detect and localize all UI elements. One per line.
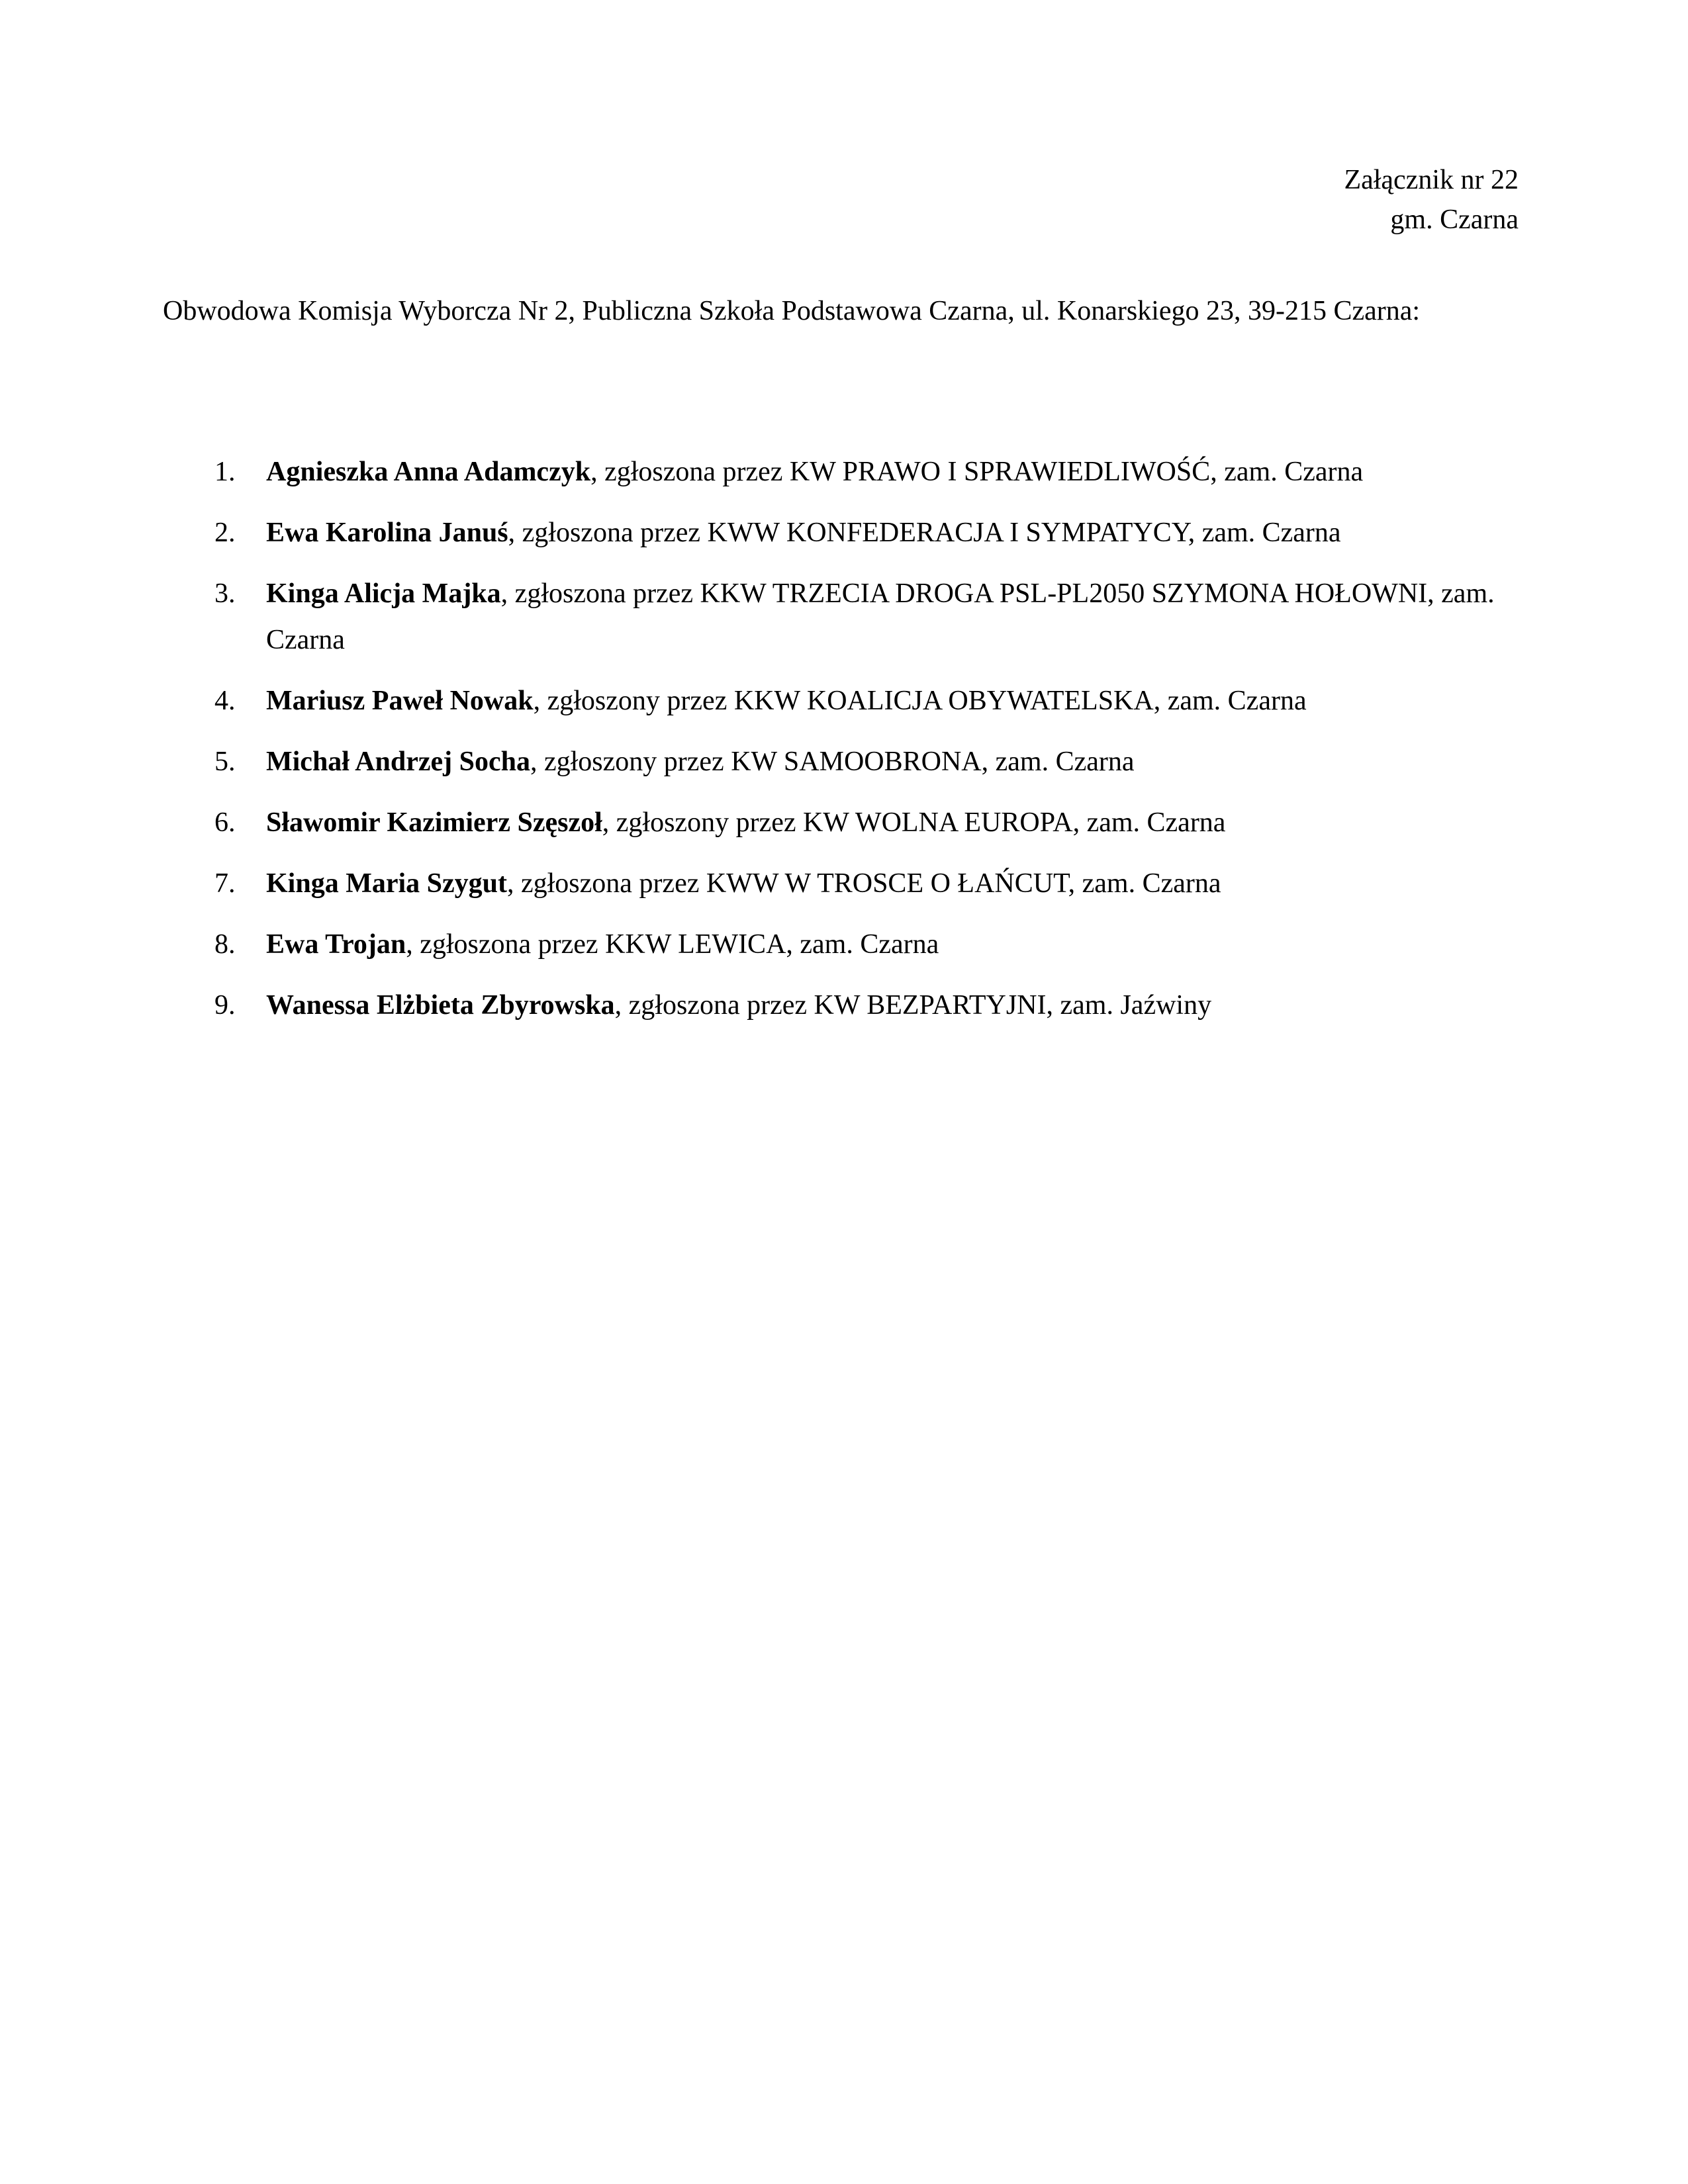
member-name: Ewa Trojan [266,929,406,960]
member-name: Mariusz Paweł Nowak [266,686,534,716]
item-number: 3. [214,578,236,609]
member-list [163,449,1540,1043]
member-details: , zgłoszona przez KW BEZPARTYJNI, zam. Jaźwiny [614,990,1212,1021]
municipality-label: gm. Czarna [1390,205,1519,235]
member-name: Kinga Alicja Majka [266,578,501,609]
item-number: 5. [214,747,236,777]
list-item [163,510,1540,556]
list-item [163,860,1540,907]
attachment-header [1344,160,1519,240]
member-details: , zgłoszona przez KKW TRZECIA DROGA PSL-PL2050 SZYMONA HOŁOWNI, zam. Czarna [266,578,1495,655]
member-details: , zgłoszona przez KW PRAWO I SPRAWIEDLIWOŚĆ, zam. Czarna [590,457,1364,487]
attachment-number: Załącznik nr 22 [1344,165,1519,195]
item-number: 2. [214,518,236,548]
list-item [163,799,1540,846]
member-details: , zgłoszona przez KKW LEWICA, zam. Czarna [406,929,939,960]
item-number: 4. [214,686,236,716]
member-details: , zgłoszony przez KW SAMOOBRONA, zam. Czarna [530,747,1135,777]
item-number: 6. [214,807,236,838]
member-name: Michał Andrzej Socha [266,747,530,777]
member-name: Wanessa Elżbieta Zbyrowska [266,990,615,1021]
member-details: , zgłoszony przez KW WOLNA EUROPA, zam. Czarna [602,807,1226,838]
commission-description: Obwodowa Komisja Wyborcza Nr 2, Publiczna Szkoła Podstawowa Czarna, ul. Konarskiego 23, 39-215 Czarna: [163,296,1421,326]
item-number: 1. [214,457,236,487]
item-number: 9. [214,990,236,1021]
list-item [163,678,1540,724]
item-number: 8. [214,929,236,960]
member-name: Agnieszka Anna Adamczyk [266,457,591,487]
list-item [163,739,1540,785]
member-name: Ewa Karolina Januś [266,518,508,548]
list-item [163,982,1540,1028]
member-details: , zgłoszony przez KKW KOALICJA OBYWATELSKA, zam. Czarna [533,686,1307,716]
list-item [163,570,1540,663]
list-item [163,449,1540,495]
member-name: Kinga Maria Szygut [266,868,507,899]
member-name: Sławomir Kazimierz Szęszoł [266,807,602,838]
list-item [163,921,1540,968]
item-number: 7. [214,868,236,899]
member-details: , zgłoszona przez KWW KONFEDERACJA I SYMPATYCY, zam. Czarna [508,518,1341,548]
member-details: , zgłoszona przez KWW W TROSCE O ŁAŃCUT, zam. Czarna [507,868,1221,899]
